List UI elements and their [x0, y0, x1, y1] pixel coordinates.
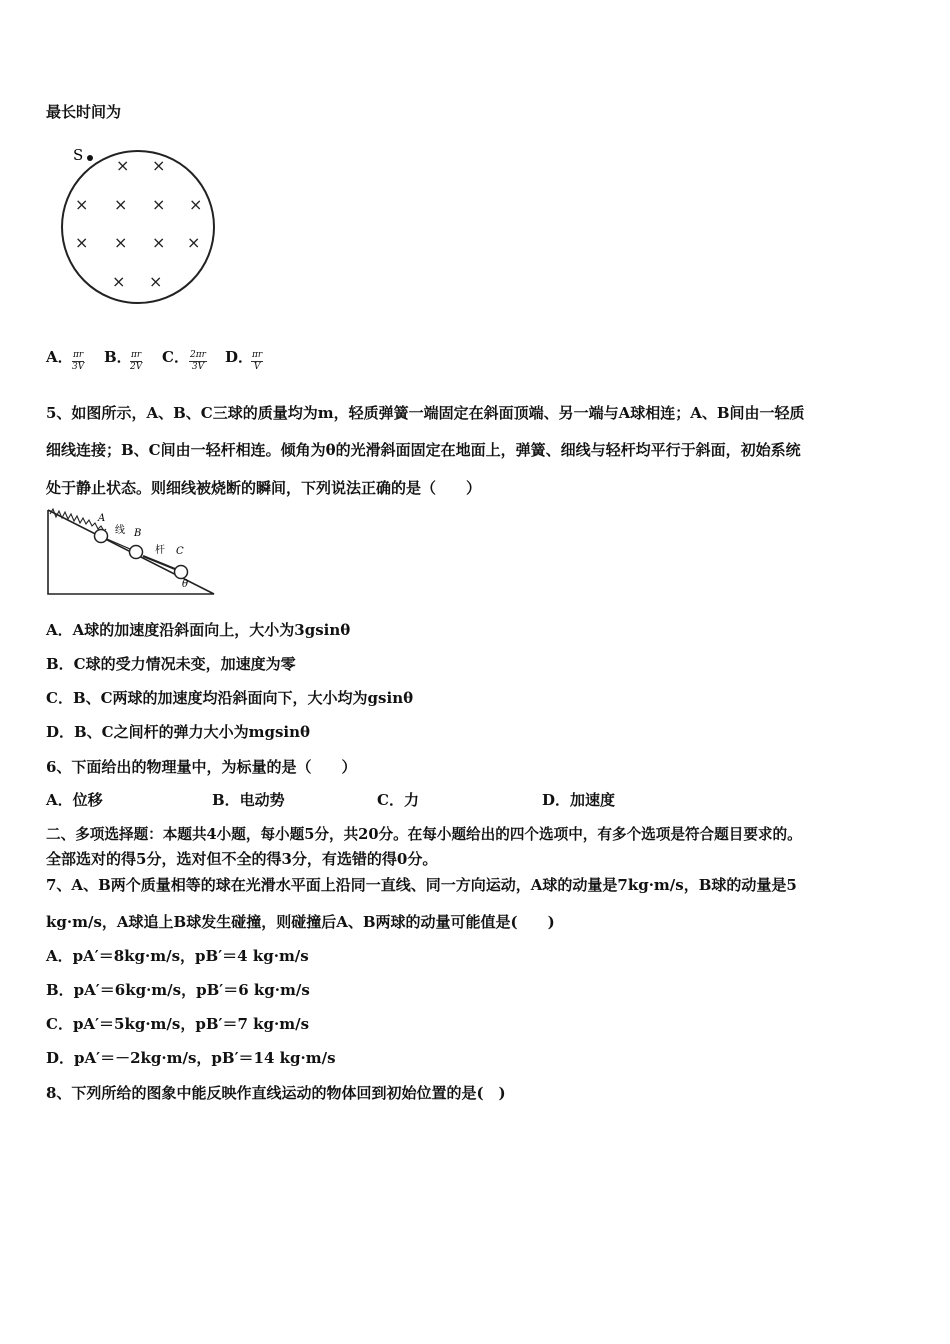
q5-stem-line-2: 细线连接；B、C间由一轻杆相连。倾角为θ的光滑斜面固定在地面上，弹簧、细线与轻杆均平行于斜面，初始系统: [46, 441, 801, 459]
field-marker-cross: ×: [116, 156, 130, 175]
point-s-label: S: [73, 146, 84, 164]
q6-option-d[interactable]: D．加速度: [542, 791, 616, 809]
field-marker-cross: ×: [114, 195, 128, 214]
q5-option-c[interactable]: C．B、C两球的加速度均沿斜面向下，大小均为gsinθ: [46, 689, 414, 707]
field-marker-cross: ×: [152, 195, 166, 214]
q5-option-b[interactable]: B．C球的受力情况未变，加速度为零: [46, 655, 296, 673]
q4-option-d-fraction: $\frac{\pi r}{V}$: [252, 350, 263, 372]
field-marker-cross: ×: [149, 272, 163, 291]
q4-option-c-fraction: $\frac{2\pi r}{3V}$: [190, 350, 206, 372]
q5-stem-line-1: 5、如图所示，A、B、C三球的质量均为m，轻质弹簧一端固定在斜面顶端、另一端与A球相连；A、B间由一轻质: [46, 404, 805, 422]
q8-stem: 8、下列所给的图象中能反映作直线运动的物体回到初始位置的是( ): [46, 1084, 506, 1102]
magnetic-field-circle-figure: [58, 142, 228, 306]
label-b: B: [134, 528, 142, 539]
point-s-dot: [87, 155, 93, 161]
q7-option-b[interactable]: B．pA′＝6kg·m/s，pB′＝6 kg·m/s: [46, 981, 310, 999]
label-theta: θ: [182, 579, 189, 590]
field-boundary-circle: [62, 151, 214, 303]
field-marker-cross: ×: [114, 233, 128, 252]
label-c: C: [176, 546, 184, 557]
field-marker-cross: ×: [187, 233, 201, 252]
q6-option-a[interactable]: A．位移: [46, 791, 103, 809]
q7-option-a[interactable]: A．pA′＝8kg·m/s，pB′＝4 kg·m/s: [46, 947, 309, 965]
q4-option-a-letter[interactable]: A．: [46, 348, 73, 366]
section2-heading-line-2: 全部选对的得5分，选对但不全的得3分，有选错的得0分。: [46, 850, 438, 868]
field-marker-cross: ×: [75, 233, 89, 252]
q4-option-b-letter[interactable]: B．: [104, 348, 132, 366]
label-rod: 杆: [155, 545, 165, 556]
field-markers: [75, 156, 202, 291]
q4-option-d-letter[interactable]: D．: [225, 348, 254, 366]
q7-option-d[interactable]: D．pA′＝－2kg·m/s，pB′＝14 kg·m/s: [46, 1049, 336, 1067]
label-line: 线: [115, 525, 125, 536]
incline-spring-balls-figure: [44, 506, 220, 598]
field-marker-cross: ×: [75, 195, 89, 214]
q7-stem-line-1: 7、A、B两个质量相等的球在光滑水平面上沿同一直线、同一方向运动，A球的动量是7kg·m/s，B球的动量是5: [46, 876, 797, 894]
q5-option-d[interactable]: D．B、C之间杆的弹力大小为mgsinθ: [46, 723, 311, 741]
q5-stem-line-3: 处于静止状态。则细线被烧断的瞬间，下列说法正确的是（ ）: [46, 479, 482, 497]
field-marker-cross: ×: [189, 195, 203, 214]
ball-a: [95, 530, 108, 543]
label-a: A: [98, 513, 106, 524]
q4-tail-text: 最长时间为: [46, 103, 122, 121]
q4-option-b-fraction: $\frac{\pi r}{2V}$: [130, 350, 143, 372]
field-marker-cross: ×: [152, 233, 166, 252]
ball-c: [175, 566, 188, 579]
q7-option-c[interactable]: C．pA′＝5kg·m/s，pB′＝7 kg·m/s: [46, 1015, 310, 1033]
thread-ab: [107, 539, 130, 549]
q6-stem: 6、下面给出的物理量中，为标量的是（ ）: [46, 758, 357, 776]
field-marker-cross: ×: [112, 272, 126, 291]
q4-option-c-letter[interactable]: C．: [162, 348, 189, 366]
q6-option-b[interactable]: B．电动势: [212, 791, 285, 809]
ball-b: [130, 546, 143, 559]
q5-option-a[interactable]: A．A球的加速度沿斜面向上，大小为3gsinθ: [46, 621, 351, 639]
section2-heading-line-1: 二、多项选择题：本题共4小题，每小题5分，共20分。在每小题给出的四个选项中，有多个选项是符合题目要求的。: [46, 826, 802, 843]
q6-option-c[interactable]: C．力: [377, 791, 419, 809]
q4-option-a-fraction: $\frac{\pi r}{3V}$: [72, 350, 85, 372]
field-marker-cross: ×: [152, 156, 166, 175]
q7-stem-line-2: kg·m/s，A球追上B球发生碰撞，则碰撞后A、B两球的动量可能值是( ): [46, 913, 555, 931]
